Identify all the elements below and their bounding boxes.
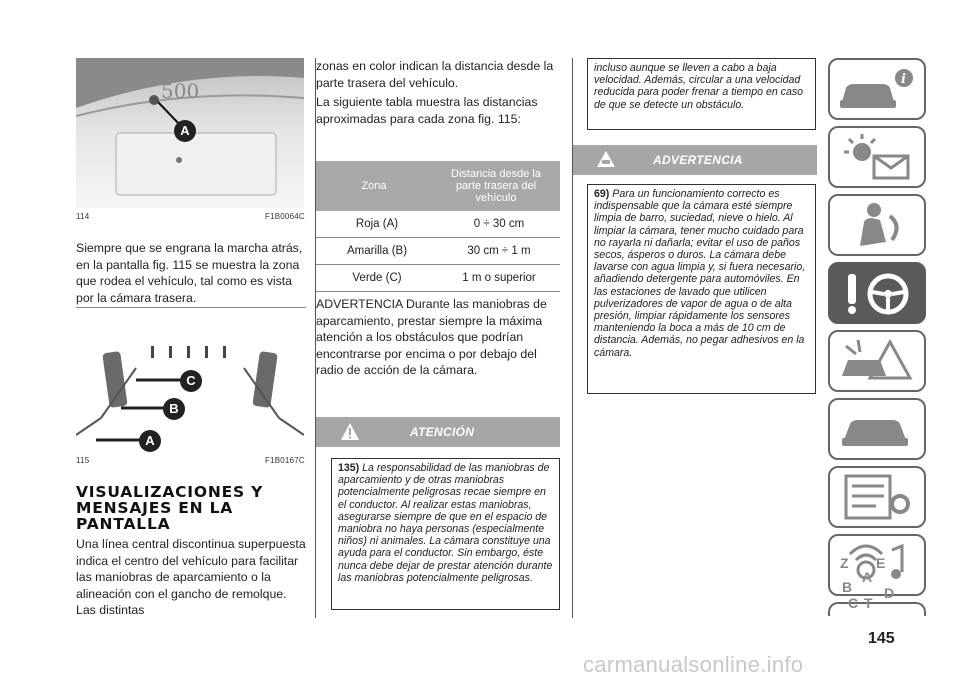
figure-caption-code: F1B0167C [265,456,305,465]
nav-tab-maintenance[interactable] [828,398,926,460]
note-number: 69) [594,188,610,200]
nav-tab-warning-lights[interactable] [828,126,926,188]
note-text: incluso aunque se lleven a cabo a baja velocidad. Además, circular a una velocidad reducida para poder frenar a tiempo en caso de que se detecte un obstáculo. [594,62,804,111]
paragraph: ADVERTENCIA Durante las maniobras de aparcamiento, prestar siempre la máxima atención a los obstáculos que podrían encontrarse por encima o por debajo del radio de acción de la cámara. [316,297,547,378]
nav-tab-emergency[interactable] [828,330,926,392]
table-cell: Verde (C) [352,272,402,284]
car-info-icon [830,60,924,118]
table-row [316,211,560,238]
table-header-cell: Distancia desde la parte trasera del vehículo [451,168,541,204]
table-cell: 0 ÷ 30 cm [473,218,525,230]
figure-114-camera [76,58,304,208]
nav-tab-specs[interactable] [828,466,926,528]
car-warning-icon [595,150,617,170]
table-cell: Roja (A) [355,218,399,230]
callout-badge: B [163,398,185,420]
figure-caption-code: F1B0064C [265,212,305,221]
index-letter: E [876,555,886,571]
paragraph: La siguiente tabla muestra las distancias aproximadas para cada zona fig. 115: [316,95,538,126]
figure-115-display [76,340,304,452]
table-cell: 30 cm ÷ 1 m [467,245,531,257]
emergency-icon [830,332,924,390]
continued-note-box [587,58,816,130]
advertencia-box [587,184,816,394]
svg-text:i: i [901,72,906,87]
index-letter: Z [840,555,849,571]
table-row [316,265,560,292]
index-letters [840,555,920,615]
note-text: Para un funcionamiento correcto es indispensable que la cámara esté siempre limpia de barro, suciedad, nieve o hielo. Al limpiar la cámara, tener mucho cuidado para no rayarla ni dañarla; evitar el uso de paños secos, ásperos o duros. La cámara debe lavarse con agua limpia y, si fuera necesario, añadiendo detergente para automóviles. En las estaciones de lavado que utilicen pulverizadores de vapor de agua o de alta presión, limpiar rápidamente los sensores manteniendo la boca a más de 10 cm de distancia. Además, no pegar adhesivos en la cámara. [594,188,806,359]
column-separator [572,58,573,618]
table-header-cell: Zona [361,180,387,192]
distance-table [316,161,560,292]
callout-badge: A [139,430,161,452]
advertencia-banner [573,145,817,175]
table-header [316,161,560,211]
car-maintenance-icon [830,400,924,458]
atencion-box [331,458,560,610]
svg-text:500: 500 [161,79,200,103]
callout-badge: C [180,370,202,392]
warning-lights-icon [830,128,924,186]
figure-caption-number: 114 [76,212,90,221]
paragraph: Una línea central discontinua superpuesta indica el centro del vehículo para facilitar las maniobras de aparcamiento o la alineación con el gancho de remolque. Las distintas [76,537,306,618]
table-cell: 1 m o superior [462,272,536,284]
nav-tab-key-steering[interactable] [828,262,926,324]
nav-tab-car-info[interactable] [828,58,926,120]
specs-icon [830,468,924,526]
table-row [316,238,560,265]
figure-caption-number: 115 [76,456,90,465]
warning-triangle-icon [340,422,360,442]
paragraph: zonas en color indican la distancia desde la parte trasera del vehículo. [316,59,554,90]
page-number: 145 [868,630,895,647]
watermark: carmanualsonline.info [583,652,804,677]
index-letter: A [862,569,873,585]
index-letter: B [842,579,853,595]
atencion-title: ATENCIÓN [410,425,475,439]
divider [76,307,306,308]
advertencia-title: ADVERTENCIA [653,153,743,167]
section-heading: VISUALIZACIONES Y MENSAJES EN LA PANTALLA [76,483,264,533]
table-cell: Amarilla (B) [346,245,408,257]
atencion-banner [316,417,560,447]
note-text: La responsabilidad de las maniobras de aparcamiento y de otras maniobras potencialmente peligrosas recae siempre en el conductor. Al realizar estas maniobras, asegurarse siempre de que en el espacio de maniobra no haya personas (especialmente niños) ni animales. La cámara constituye una ayuda para el conductor. Sin embargo, éste nunca debe dejar de prestar atención durante las maniobras potencialmente peligrosas. [338,462,553,584]
paragraph: Siempre que se engrana la marcha atrás, en la pantalla fig. 115 se muestra la zona que rodea el vehículo, tal como es vista por la cámara trasera. [76,241,303,305]
index-letter: T [864,595,873,611]
nav-tab-seat-airbag[interactable] [828,194,926,256]
note-number: 135) [338,462,360,474]
callout-badge: A [174,120,196,142]
key-steering-icon [830,264,924,322]
index-letter: C [848,595,859,611]
index-letter: D [884,585,895,601]
seat-airbag-icon [830,196,924,254]
